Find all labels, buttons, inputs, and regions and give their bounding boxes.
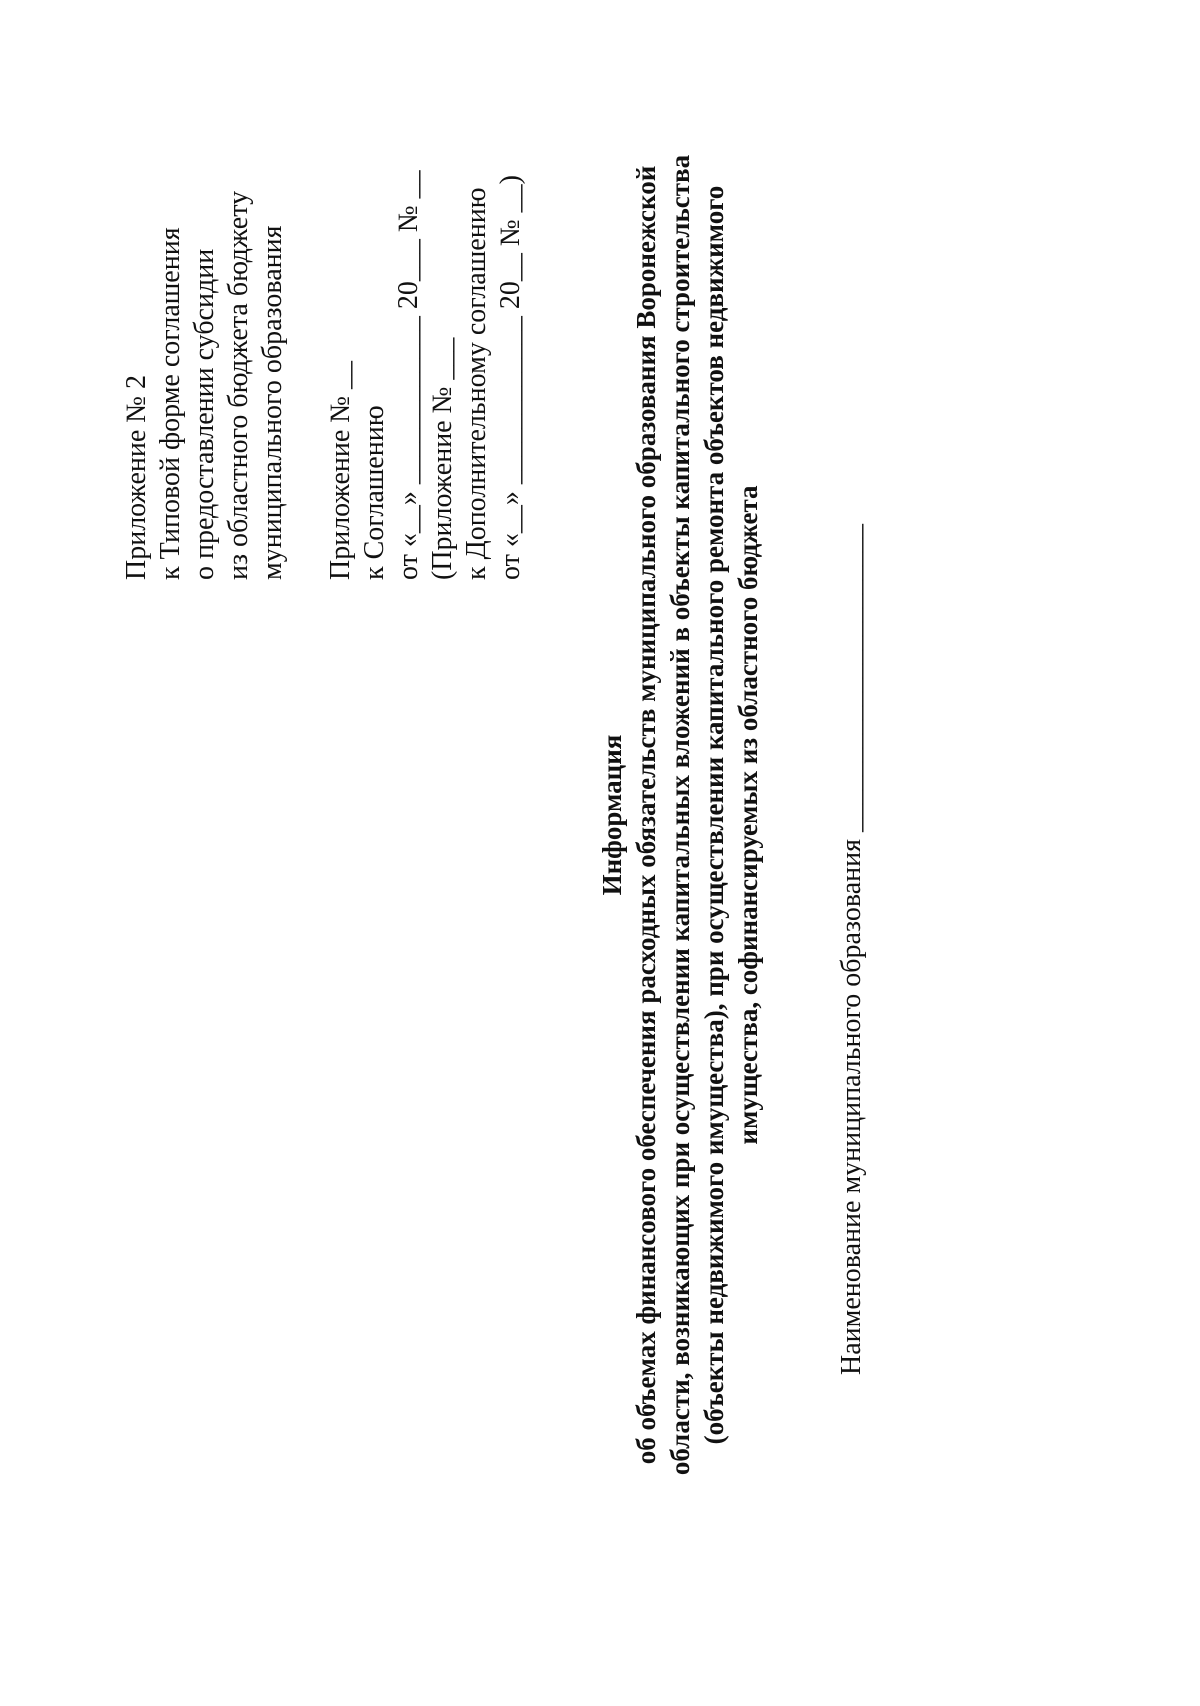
title-line: (объекты недвижимого имущества), при осуществлении капитального ремонта объектов недвижимого bbox=[699, 185, 729, 1445]
title-line: имущества, софинансируемых из областного бюджета bbox=[733, 485, 763, 1145]
agreement-line: от «__» ____________ 20___ № __ bbox=[393, 170, 424, 580]
annex-line: Приложение № 2 bbox=[121, 375, 152, 580]
annex-line: о предоставлении субсидии bbox=[189, 248, 220, 580]
title-line: области, возникающих при осуществлении капитальных вложений в объекты капитального строительства bbox=[665, 154, 695, 1476]
annex-header bbox=[120, 60, 528, 580]
annex-line: из областного бюджета бюджету bbox=[223, 190, 254, 580]
spacer bbox=[290, 60, 324, 580]
annex-line: к Типовой форме соглашения bbox=[155, 227, 186, 580]
title-heading: Информация bbox=[597, 734, 627, 896]
rotated-page-content bbox=[90, 95, 910, 1535]
document-title bbox=[595, 95, 765, 1535]
agreement-line: Приложение № __ bbox=[325, 361, 356, 580]
agreement-line: к Дополнительному соглашению bbox=[461, 187, 492, 580]
annex-line: муниципального образования bbox=[257, 225, 288, 580]
title-line: об объемах финансового обеспечения расходных обязательств муниципального образования Воронежской bbox=[631, 165, 661, 1465]
municipality-name-field: Наименование муниципального образования ______________________ bbox=[836, 524, 867, 1375]
agreement-line: от «__» ____________ 20__ № __) bbox=[495, 175, 526, 580]
agreement-line: к Соглашению bbox=[359, 405, 390, 580]
agreement-line: (Приложение № ___ bbox=[427, 337, 458, 580]
